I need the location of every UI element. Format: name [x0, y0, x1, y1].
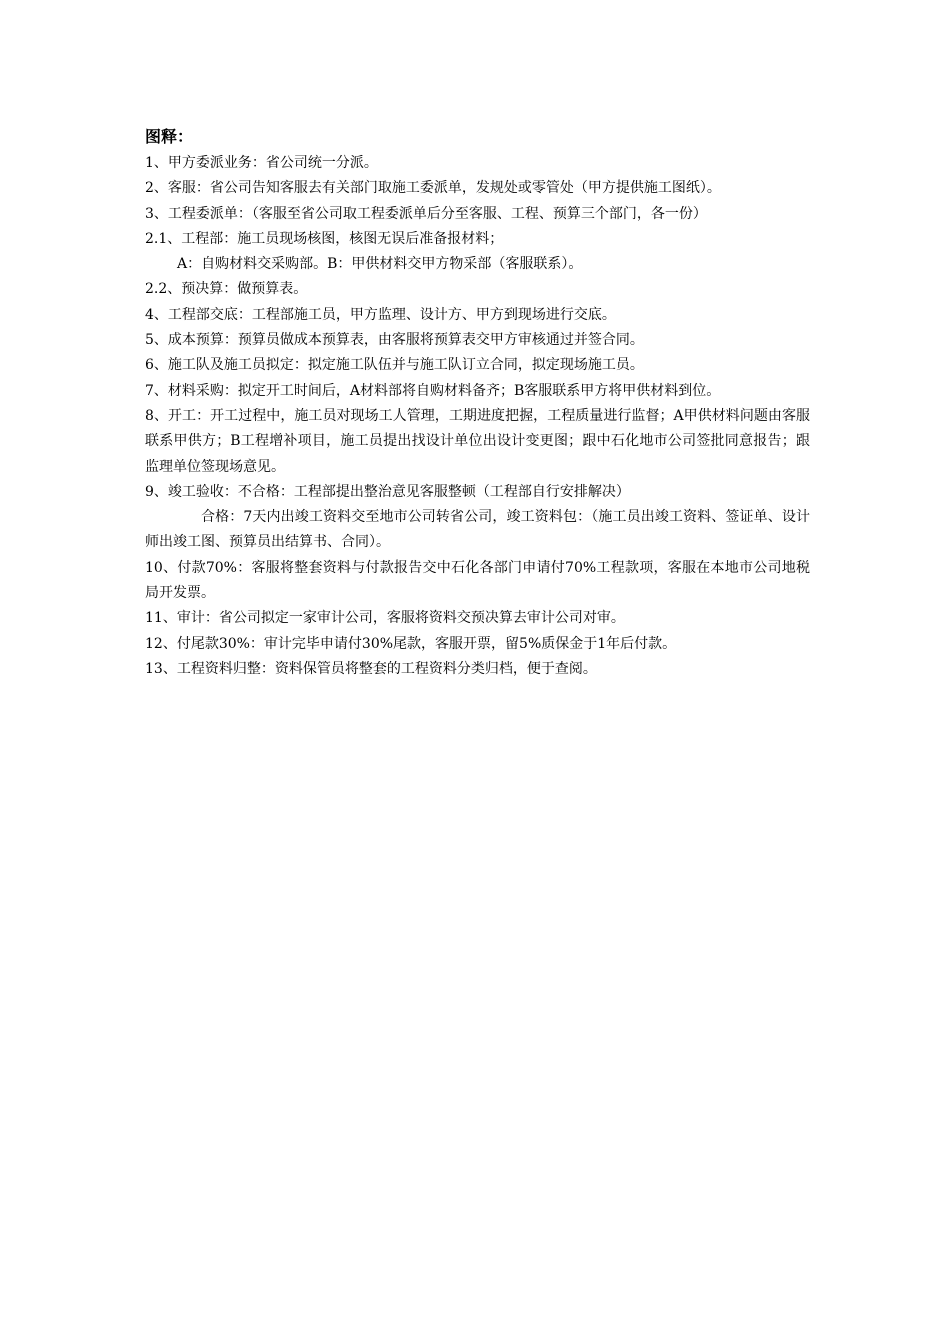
item-3: 3、工程委派单：（客服至省公司取工程委派单后分至客服、工程、预算三个部门，各一份）	[145, 205, 707, 222]
item-8: 8、开工：开工过程中，施工员对现场工人管理，工期进度把握，工程质量进行监督；A甲供材料问题由客服联系甲供方；B工程增补项目，施工员提出找设计单位出设计变更图；跟中石化地市公司签批同意报告；跟监理单位签现场意见。	[145, 407, 810, 475]
item-2-2: 2.2、预决算：做预算表。	[145, 281, 308, 298]
item-13: 13、工程资料归整：资料保管员将整套的工程资料分类归档，便于查阅。	[145, 660, 597, 677]
item-9-pass: 合格：7天内出竣工资料交至地市公司转省公司，竣工资料包：（施工员出竣工资料、签证单、设计师出竣工图、预算员出结算书、合同）。	[145, 509, 810, 551]
item-10: 10、付款70%：客服将整套资料与付款报告交中石化各部门申请付70%工程款项，客服在本地市公司地税局开发票。	[145, 559, 810, 602]
document-body	[145, 124, 810, 682]
item-12: 12、付尾款30%：审计完毕申请付30%尾款，客服开票，留5%质保金于1年后付款。	[145, 635, 677, 652]
item-6: 6、施工队及施工员拟定：拟定施工队伍并与施工队订立合同，拟定现场施工员。	[145, 357, 644, 374]
item-5: 5、成本预算：预算员做成本预算表，由客服将预算表交甲方审核通过并签合同。	[145, 332, 644, 349]
item-4: 4、工程部交底：工程部施工员，甲方监理、设计方、甲方到现场进行交底。	[145, 306, 616, 323]
item-2-1: 2.1、工程部：施工员现场核图，核图无误后准备报材料；	[145, 230, 504, 247]
document-heading: 图释：	[145, 127, 194, 146]
item-2: 2、客服：省公司告知客服去有关部门取施工委派单，发规处或零管处（甲方提供施工图纸）。	[145, 180, 721, 197]
item-11: 11、审计：省公司拟定一家审计公司，客服将资料交预决算去审计公司对审。	[145, 610, 625, 627]
item-2-1-sub: A：自购材料交采购部。B：甲供材料交甲方物采部（客服联系）。	[177, 256, 583, 273]
item-1: 1、甲方委派业务：省公司统一分派。	[145, 155, 378, 171]
item-7: 7、材料采购：拟定开工时间后，A材料部将自购材料备齐；B客服联系甲方将甲供材料到位。	[145, 382, 721, 399]
item-9: 9、竣工验收：不合格：工程部提出整治意见客服整顿（工程部自行安排解决）	[145, 483, 630, 500]
